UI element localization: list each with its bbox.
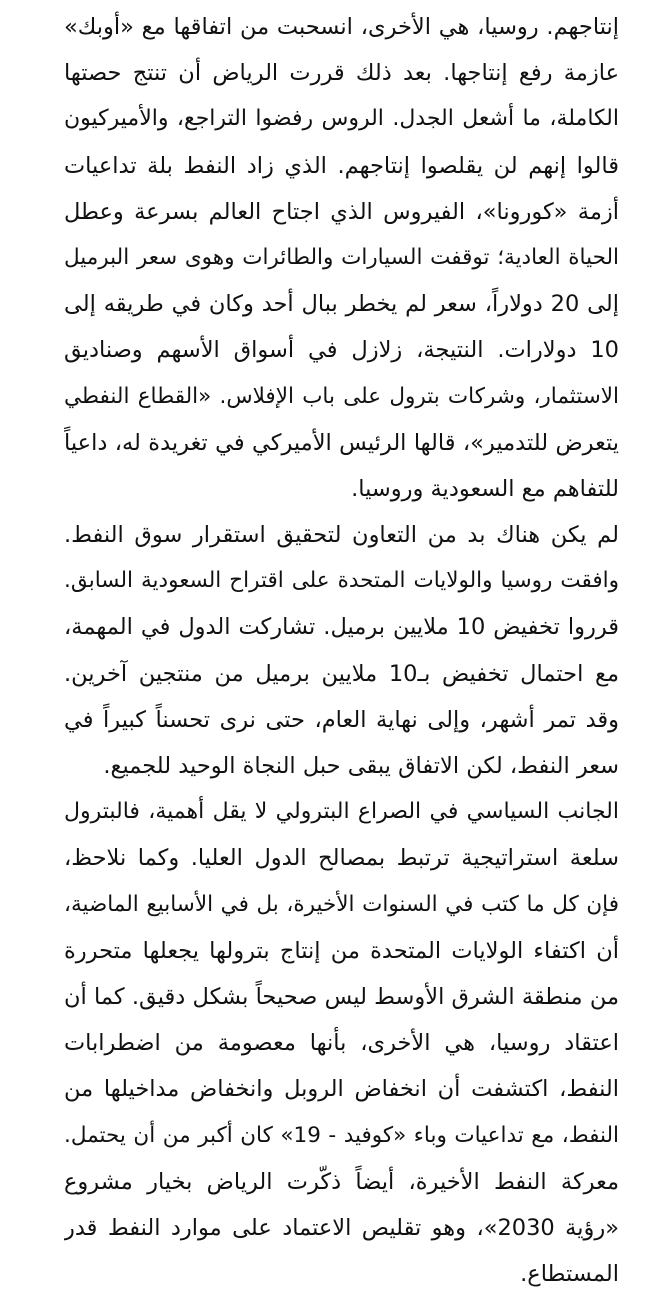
text-line: قالوا إنهم لن يقلصوا إنتاجهم. الذي زاد النفط بلة تداعيات <box>64 152 619 179</box>
text-line: من منطقة الشرق الأوسط ليس صحيحاً بشكل دقيق. كما أن <box>64 983 619 1010</box>
article-paragraph-2 <box>64 512 619 789</box>
text-line: فإن كل ما كتب في السنوات الأخيرة، بل في الأسابيع الماضية، <box>64 891 619 917</box>
text-line: الكاملة، ما أشعل الجدل. الروس رفضوا التراجع، والأميركيون <box>64 106 619 132</box>
text-line: مع احتمال تخفيض بـ10 ملايين برميل من منتجين آخرين. <box>64 660 619 687</box>
text-line: وافقت روسيا والولايات المتحدة على اقتراح السعودية السابق. <box>64 568 619 594</box>
text-line: اعتقاد روسيا، هي الأخرى، بأنها معصومة من اضطرابات <box>64 1030 619 1057</box>
text-line: سلعة استراتيجية ترتبط بمصالح الدول العليا. وكما نلاحظ، <box>64 845 619 872</box>
text-line: «رؤية 2030»، وهو تقليص الاعتماد على موارد النفط قدر <box>64 1214 619 1241</box>
text-line: إلى 20 دولاراً، سعر لم يخطر ببال أحد وكان في طريقه إلى <box>64 291 619 318</box>
text-line: معركة النفط الأخيرة، أيضاً ذكّرت الرياض بخيار مشروع <box>64 1168 619 1195</box>
text-line: قرروا تخفيض 10 ملايين برميل. تشاركت الدول في المهمة، <box>64 614 619 641</box>
text-line: سعر النفط، لكن الاتفاق يبقى حبل النجاة الوحيد للجميع. <box>103 753 619 779</box>
text-line: النفط، مع تداعيات وباء «كوفيد - 19» كان أكبر من أن يحتمل. <box>64 1122 619 1148</box>
article-paragraph-3 <box>64 789 619 1297</box>
article-paragraph-1 <box>64 4 619 512</box>
text-line: 10 دولارات. النتيجة، زلازل في أسواق الأسهم وصناديق <box>64 337 619 364</box>
text-line: المستطاع. <box>520 1261 619 1288</box>
text-line: إنتاجهم. روسيا، هي الأخرى، انسحبت من اتفاقها مع «أوبك» <box>64 14 619 40</box>
text-line: يتعرض للتدمير»، قالها الرئيس الأميركي في تغريدة له، داعياً <box>64 429 619 456</box>
text-line: للتفاهم مع السعودية وروسيا. <box>351 475 619 502</box>
text-line: أزمة «كورونا»، الفيروس الذي اجتاح العالم بسرعة وعطل <box>64 198 619 225</box>
text-line: الاستثمار، وشركات بترول على باب الإفلاس. «القطاع النفطي <box>64 383 619 409</box>
text-line: لم يكن هناك بد من التعاون لتحقيق استقرار سوق النفط. <box>64 522 619 549</box>
text-line: وقد تمر أشهر، وإلى نهاية العام، حتى نرى تحسناً كبيراً في <box>64 706 619 733</box>
text-line: عازمة رفع إنتاجها. بعد ذلك قررت الرياض أن تنتج حصتها <box>64 60 619 87</box>
text-line: النفط، اكتشفت أن انخفاض الروبل وانخفاض مداخيلها من <box>64 1076 619 1103</box>
text-line: الحياة العادية؛ توقفت السيارات والطائرات وهوى سعر البرميل <box>64 244 619 270</box>
text-line: الجانب السياسي في الصراع البترولي لا يقل أهمية، فالبترول <box>64 799 619 825</box>
text-line: أن اكتفاء الولايات المتحدة من إنتاج بترولها يجعلها متحررة <box>64 937 619 964</box>
